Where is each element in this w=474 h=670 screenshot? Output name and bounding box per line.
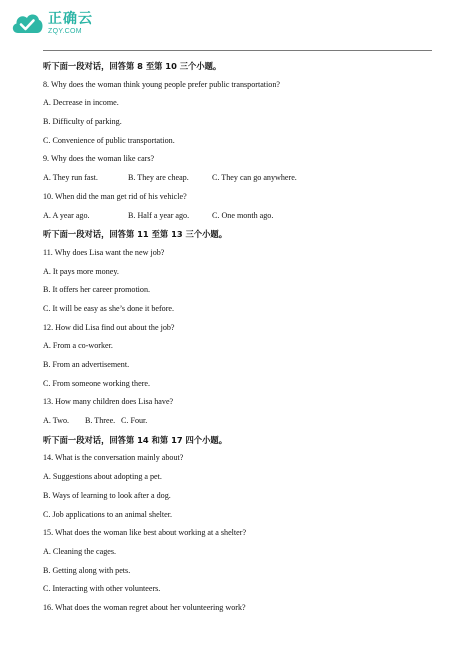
brand-logo[interactable] bbox=[10, 8, 93, 38]
answer-options-row bbox=[43, 207, 443, 226]
section-heading: 听下面一段对话，回答第 14 和第 17 四个小题。 bbox=[43, 434, 227, 445]
question-text: 12. How did Lisa find out about the job? bbox=[43, 322, 175, 332]
page-header bbox=[0, 0, 474, 56]
answer-option: B. Half a year ago. bbox=[128, 210, 190, 220]
answer-option: B. From an advertisement. bbox=[43, 360, 130, 369]
answer-option: A. Decrease in income. bbox=[43, 98, 119, 108]
answer-option: C. From someone working there. bbox=[43, 378, 151, 388]
answer-option: B. It offers her career promotion. bbox=[43, 285, 151, 295]
answer-option: A. A year ago. bbox=[43, 210, 90, 220]
answer-option: C. Job applications to an animal shelter. bbox=[43, 509, 173, 519]
section-heading: 听下面一段对话，回答第 8 至第 10 三个小题。 bbox=[43, 61, 222, 71]
answer-option: B. Getting along with pets. bbox=[43, 565, 131, 575]
answer-option: A. They run fast. bbox=[43, 173, 98, 183]
question-text: 8. Why does the woman think young people prefer public transportation? bbox=[43, 79, 280, 89]
answer-option: C. Convenience of public transportation. bbox=[43, 135, 175, 145]
answer-option: A. From a co-worker. bbox=[43, 341, 113, 351]
answer-option: C. Interacting with other volunteers. bbox=[43, 584, 161, 594]
question-text: 14. What is the conversation mainly about? bbox=[43, 453, 184, 463]
brand-name-en: ZQY.COM bbox=[48, 27, 82, 35]
question-text: 10. When did the man get rid of his vehicle? bbox=[43, 191, 187, 201]
question-text: 15. What does the woman like best about working at a shelter? bbox=[43, 528, 247, 538]
answer-option: C. It will be easy as she’s done it before. bbox=[43, 303, 175, 313]
section-heading: 听下面一段对话，回答第 11 至第 13 三个小题。 bbox=[43, 229, 227, 240]
answer-option: B. They are cheap. bbox=[128, 173, 189, 183]
answer-option: B. Difficulty of parking. bbox=[43, 117, 122, 127]
brand-name-cn: 正确云 bbox=[48, 10, 93, 27]
answer-option: C. Four. bbox=[121, 416, 148, 426]
question-text: 16. What does the woman regret about her volunteering work? bbox=[43, 602, 246, 612]
answer-option: A. It pays more money. bbox=[43, 266, 119, 276]
question-text: 13. How many children does Lisa have? bbox=[43, 397, 174, 407]
answer-option: A. Two. bbox=[43, 416, 70, 426]
answer-options-row bbox=[43, 169, 443, 188]
cloud-check-icon bbox=[10, 8, 44, 38]
question-text: 9. Why does the woman like cars? bbox=[43, 154, 155, 164]
answer-option: C. One month ago. bbox=[212, 210, 274, 220]
answer-option: A. Cleaning the cages. bbox=[43, 546, 117, 556]
answer-option: A. Suggestions about adopting a pet. bbox=[43, 472, 162, 482]
answer-option: C. They can go anywhere. bbox=[212, 173, 297, 183]
answer-options-row bbox=[43, 412, 443, 431]
answer-option: B. Three. bbox=[85, 416, 116, 426]
header-divider bbox=[43, 50, 432, 51]
question-list bbox=[43, 57, 443, 618]
brand-wordmark bbox=[48, 12, 93, 35]
question-text: 11. Why does Lisa want the new job? bbox=[43, 247, 165, 257]
answer-option: B. Ways of learning to look after a dog. bbox=[43, 490, 171, 500]
